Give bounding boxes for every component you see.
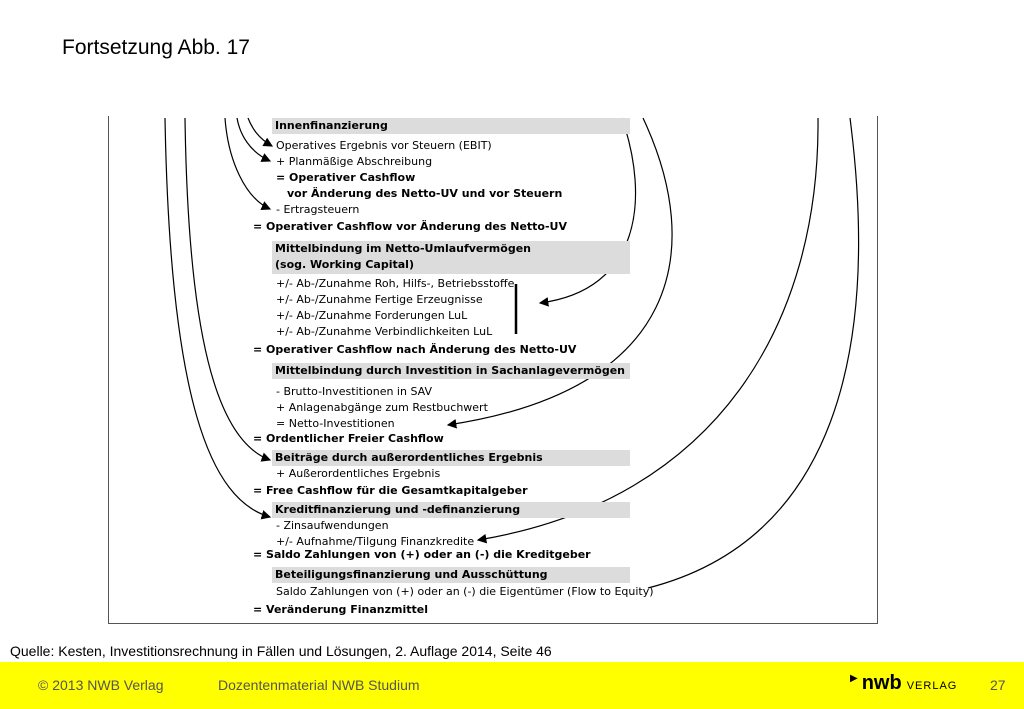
line-verbindlichkeiten: +/- Ab-/Zunahme Verbindlichkeiten LuL [276,325,493,338]
footer-bar [0,662,1024,709]
line-operativer-cashflow-2: vor Änderung des Netto-UV und vor Steuern [287,187,563,200]
line-flow-to-equity: Saldo Zahlungen von (+) oder an (-) die Eigentümer (Flow to Equity) [276,585,654,598]
arrow-finanzkredite [478,118,818,540]
section-header-ausserordentlich: Beiträge durch außerordentliches Ergebnis [272,450,630,466]
logo-arrow-icon: ▶ [850,673,858,684]
line-fertige-erzeugnisse: +/- Ab-/Zunahme Fertige Erzeugnisse [276,293,483,306]
result-kredit: = Saldo Zahlungen von (+) oder an (-) die Kreditgeber [253,548,591,561]
logo-verlag-text: VERLAG [906,680,958,692]
result-sachanlage: = Ordentlicher Freier Cashflow [253,432,444,445]
page-title: Fortsetzung Abb. 17 [62,36,250,59]
arrow-ebit [248,118,272,146]
section-header-kredit: Kreditfinanzierung und -definanzierung [272,502,630,518]
line-brutto-investitionen: - Brutto-Investitionen in SAV [276,385,432,398]
section-header-umlauf [272,241,630,274]
result-umlauf: = Operativer Cashflow nach Änderung des Netto-UV [253,343,577,356]
result-ausserordentlich: = Free Cashflow für die Gesamtkapitalgeber [253,484,528,497]
line-ebit: Operatives Ergebnis vor Steuern (EBIT) [276,139,492,152]
line-anlagenabgaenge: + Anlagenabgänge zum Restbuchwert [276,401,488,414]
footer-copyright: © 2013 NWB Verlag [38,677,164,693]
arrow-ertragsteuern [225,118,270,209]
line-ertragsteuern: - Ertragsteuern [276,203,360,216]
line-roh-hilfs: +/- Ab-/Zunahme Roh, Hilfs-, Betriebsstoffe [276,277,515,290]
section-header-beteiligung: Beteiligungsfinanzierung und Ausschüttung [272,567,630,583]
line-finanzkredite: +/- Aufnahme/Tilgung Finanzkredite [276,535,475,548]
section-header-umlauf-2: (sog. Working Capital) [275,258,414,271]
result-finanzmittel: = Veränderung Finanzmittel [253,603,428,616]
line-abschreibung: + Planmäßige Abschreibung [276,155,433,168]
line-zinsaufwendungen: - Zinsaufwendungen [276,519,389,532]
arrow-zinsaufwendungen [165,118,270,517]
arrow-ausserordentlich [185,118,270,460]
nwb-logo [850,672,957,695]
footer-material: Dozentenmaterial NWB Studium [218,677,420,693]
arrow-eigentuemer [648,118,859,588]
line-ausserordentliches-ergebnis: + Außerordentliches Ergebnis [276,467,441,480]
source-citation: Quelle: Kesten, Investitionsrechnung in Fällen und Lösungen, 2. Auflage 2014, Seite 46 [10,643,552,659]
section-header-innenfinanzierung: Innenfinanzierung [272,118,630,134]
line-netto-investitionen: = Netto-Investitionen [276,417,395,430]
arrow-working-capital [540,118,636,303]
logo-nwb-text: nwb [861,672,902,694]
arrow-abschreibung [237,118,270,161]
line-operativer-cashflow: = Operativer Cashflow [276,171,416,184]
result-innenfinanzierung: = Operativer Cashflow vor Änderung des Netto-UV [253,220,567,233]
section-header-umlauf-1: Mittelbindung im Netto-Umlaufvermögen [275,242,531,255]
line-forderungen: +/- Ab-/Zunahme Forderungen LuL [276,309,468,322]
section-header-sachanlage: Mittelbindung durch Investition in Sachanlagevermögen [272,363,630,379]
page-number: 27 [990,677,1006,693]
